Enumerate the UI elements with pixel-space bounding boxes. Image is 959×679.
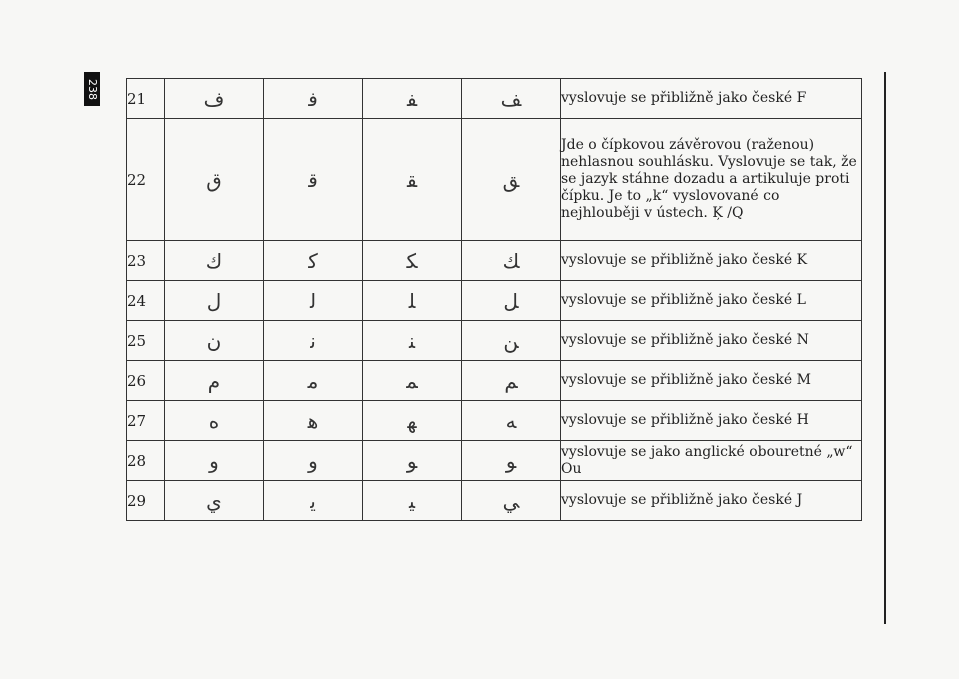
letter-isolated-form: ن: [165, 321, 264, 361]
letter-isolated-form: و: [165, 441, 264, 481]
letter-final-form: ﻲ: [462, 481, 561, 521]
letter-final-form: ﻞ: [462, 281, 561, 321]
letter-initial-form: ﻫ: [264, 401, 363, 441]
row-number: 24: [127, 281, 165, 321]
letter-final-form: ﻖ: [462, 119, 561, 241]
pronunciation-note: vyslovuje se přibližně jako české K: [561, 241, 862, 281]
table-row: [127, 441, 862, 481]
pronunciation-note: vyslovuje se přibližně jako české H: [561, 401, 862, 441]
letter-medial-form: ﻴ: [363, 481, 462, 521]
pronunciation-note: vyslovuje se přibližně jako české F: [561, 79, 862, 119]
letter-medial-form: ﻬ: [363, 401, 462, 441]
pronunciation-note: vyslovuje se přibližně jako české N: [561, 321, 862, 361]
letter-medial-form: ﻘ: [363, 119, 462, 241]
letter-initial-form: ﻟ: [264, 281, 363, 321]
arabic-letters-table: [126, 78, 862, 521]
page-number: 238: [84, 72, 100, 106]
letter-medial-form: ﻮ: [363, 441, 462, 481]
letter-isolated-form: ق: [165, 119, 264, 241]
row-number: 28: [127, 441, 165, 481]
row-number: 27: [127, 401, 165, 441]
letter-initial-form: ﻳ: [264, 481, 363, 521]
row-number: 22: [127, 119, 165, 241]
pronunciation-note: vyslovuje se přibližně jako české M: [561, 361, 862, 401]
letter-isolated-form: ف: [165, 79, 264, 119]
table-row: [127, 481, 862, 521]
letter-initial-form: ﻣ: [264, 361, 363, 401]
table-row: [127, 401, 862, 441]
letter-initial-form: ﻓ: [264, 79, 363, 119]
letter-isolated-form: ي: [165, 481, 264, 521]
letter-isolated-form: ك: [165, 241, 264, 281]
letter-initial-form: ﻛ: [264, 241, 363, 281]
letter-final-form: ﻒ: [462, 79, 561, 119]
letter-final-form: ﻮ: [462, 441, 561, 481]
letter-medial-form: ﻔ: [363, 79, 462, 119]
table-row: [127, 119, 862, 241]
letter-initial-form: ﻗ: [264, 119, 363, 241]
row-number: 29: [127, 481, 165, 521]
table-row: [127, 361, 862, 401]
pronunciation-note: vyslovuje se přibližně jako české J: [561, 481, 862, 521]
pronunciation-note: vyslovuje se jako anglické obouretné „w“ Ou: [561, 441, 862, 481]
letter-isolated-form: ل: [165, 281, 264, 321]
page-margin-rule: [884, 72, 886, 624]
table-row: [127, 321, 862, 361]
pronunciation-note: vyslovuje se přibližně jako české L: [561, 281, 862, 321]
letter-initial-form: و: [264, 441, 363, 481]
table-row: [127, 79, 862, 119]
letter-isolated-form: ه: [165, 401, 264, 441]
letter-medial-form: ﻠ: [363, 281, 462, 321]
letter-final-form: ﻪ: [462, 401, 561, 441]
letter-medial-form: ﻤ: [363, 361, 462, 401]
row-number: 23: [127, 241, 165, 281]
letter-medial-form: ﻨ: [363, 321, 462, 361]
row-number: 26: [127, 361, 165, 401]
letter-initial-form: ﻧ: [264, 321, 363, 361]
row-number: 21: [127, 79, 165, 119]
letter-final-form: ﻦ: [462, 321, 561, 361]
table-row: [127, 241, 862, 281]
letter-medial-form: ﻜ: [363, 241, 462, 281]
table-row: [127, 281, 862, 321]
letter-final-form: ﻚ: [462, 241, 561, 281]
row-number: 25: [127, 321, 165, 361]
letter-final-form: ﻢ: [462, 361, 561, 401]
pronunciation-note: Jde o čípkovou závěrovou (raženou) nehlasnou souhlásku. Vyslovuje se tak, že se jazyk stáhne dozadu a artikuluje proti čípku. Je to „k“ vyslovované co nejhlouběji v ústech. Ķ /Q: [561, 119, 862, 241]
letter-isolated-form: م: [165, 361, 264, 401]
